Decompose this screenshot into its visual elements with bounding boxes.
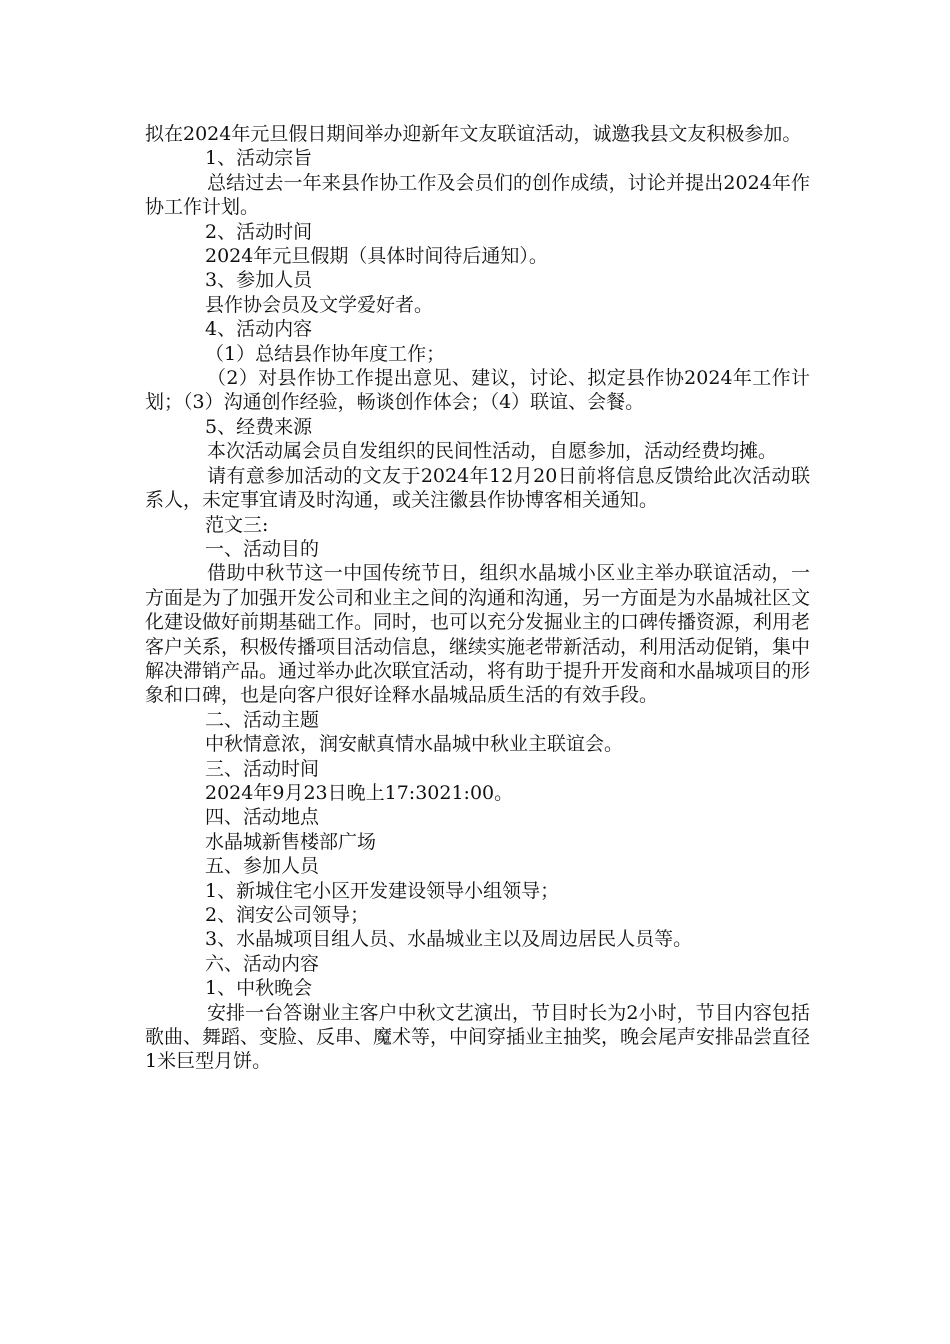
section-heading: 5、经费来源	[205, 415, 313, 438]
section-heading: 2、活动时间	[205, 220, 313, 243]
section-heading: 3、参加人员	[205, 269, 313, 292]
paragraph: 县作协会员及文学爱好者。	[205, 293, 434, 316]
paragraph: 总结过去一年来县作协工作及会员们的创作成绩，讨论并提出2024年作协工作计划。	[145, 171, 810, 219]
section-heading: 一、活动目的	[205, 537, 320, 560]
section-heading: 四、活动地点	[205, 806, 320, 829]
list-item: 3、水晶城项目组人员、水晶城业主以及周边居民人员等。	[205, 928, 693, 951]
paragraph: 2024年元旦假期（具体时间待后通知）。	[205, 245, 548, 268]
paragraph: 水晶城新售楼部广场	[205, 830, 377, 853]
section-heading: 五、参加人员	[205, 855, 320, 878]
document-page	[145, 122, 810, 1074]
list-item: 1、新城住宅小区开发建设领导小组领导；	[205, 879, 560, 902]
section-heading: 六、活动内容	[205, 952, 320, 975]
section-heading: 1、中秋晚会	[205, 977, 313, 1000]
paragraph: 本次活动属会员自发组织的民间性活动，自愿参加，活动经费均摊。	[207, 440, 778, 463]
list-item: （2）对县作协工作提出意见、建议，讨论、拟定县作协2024年工作计划；（3）沟通创作经验，畅谈创作体会；（4）联谊、会餐。	[145, 367, 810, 414]
section-heading: 三、活动时间	[205, 757, 320, 780]
section-heading: 范文三:	[205, 513, 269, 536]
paragraph: 拟在2024年元旦假日期间举办迎新年文友联谊活动，诚邀我县文友积极参加。	[145, 123, 802, 145]
list-item: 2、润安公司领导；	[205, 904, 370, 926]
paragraph: 请有意参加活动的文友于2024年12月20日前将信息反馈给此次活动联系人，未定事宜请及时沟通，或关注徽县作协博客相关通知。	[145, 464, 810, 512]
paragraph: 安排一台答谢业主客户中秋文艺演出，节目时长为2小时，节目内容包括歌曲、舞蹈、变脸、反串、魔术等，中间穿插业主抽奖，晚会尾声安排品尝直径1米巨型月饼。	[145, 1001, 811, 1073]
section-heading: 1、活动宗旨	[205, 147, 313, 170]
paragraph: 借助中秋节这一中国传统节日，组织水晶城小区业主举办联谊活动，一方面是为了加强开发公司和业主之间的沟通和沟通，另一方面是为水晶城社区文化建设做好前期基础工作。同时，也可以充分发掘业主的口碑传播资源，利用老客户关系，积极传播项目活动信息，继续实施老带新活动，利用活动促销，集中解决滞销产品。通过举办此次联宜活动，将有助于提升开发商和水晶城项目的形象和口碑，也是向客户很好诠释水晶城品质生活的有效手段。	[145, 562, 811, 707]
list-item: （1）总结县作协年度工作；	[205, 342, 446, 365]
paragraph: 2024年9月23日晚上17:3021:00。	[205, 781, 514, 804]
section-heading: 二、活动主题	[205, 708, 320, 731]
section-heading: 4、活动内容	[205, 318, 313, 341]
paragraph: 中秋情意浓，润安献真情水晶城中秋业主联谊会。	[205, 733, 624, 756]
